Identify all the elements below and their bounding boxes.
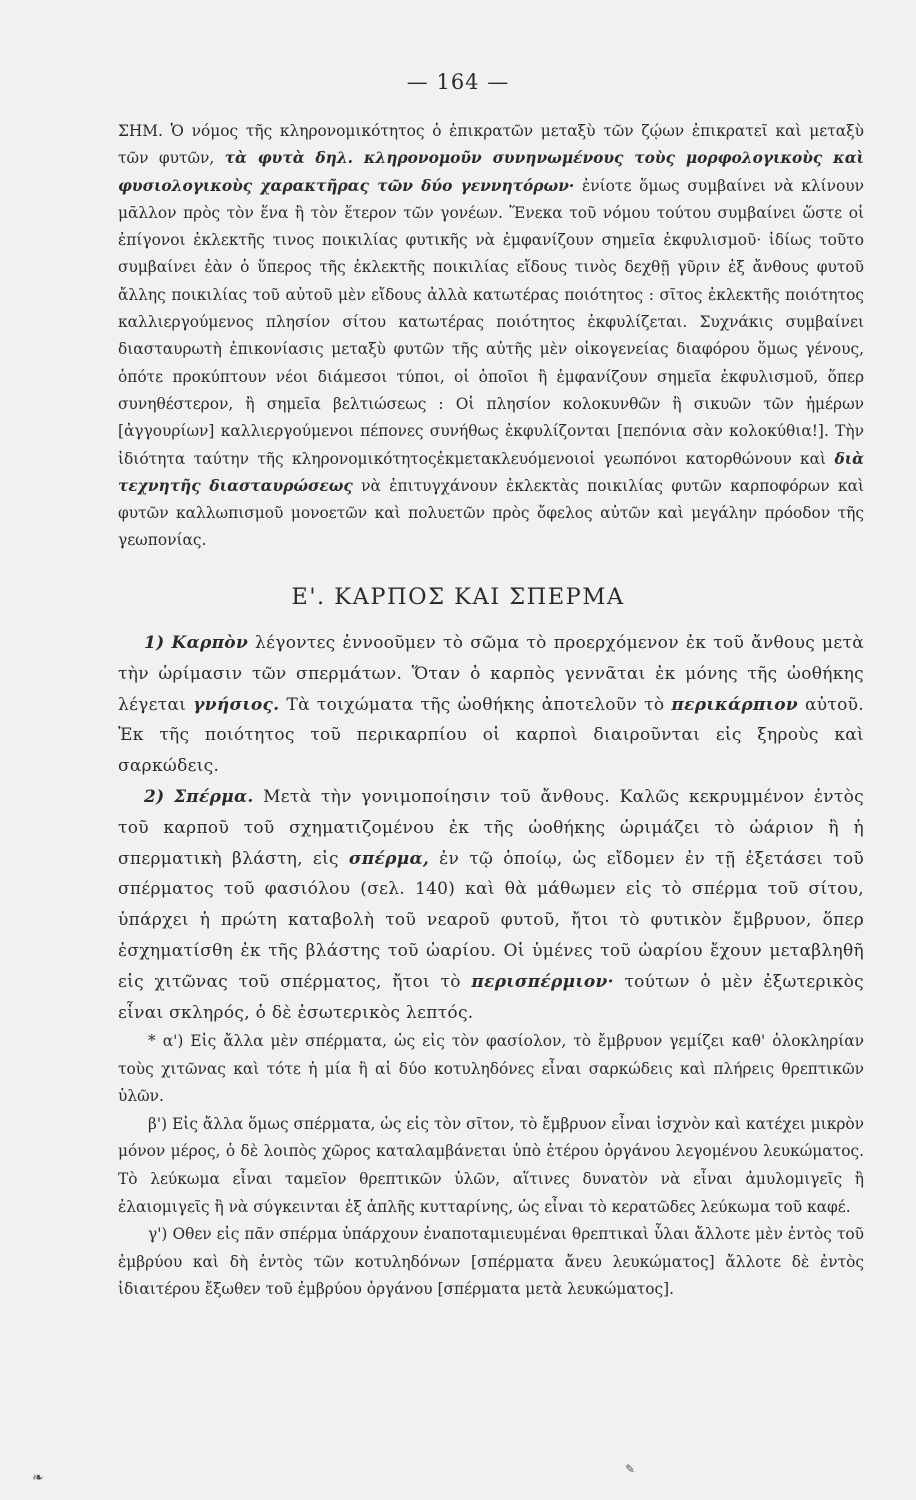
note-text-1: Ὁ νόμος τῆς κληρονομικότητος ὁ ἐπικρατῶν μεταξὺ τῶν ζῴων ἐπικρατεῖ καὶ μεταξὺ τῶν φυτῶν, [118, 122, 864, 168]
footnote-c: γ') Οθεν εἰς πᾶν σπέρμα ὑπάρχουν ἐναποταμιευμέναι θρεπτικαὶ ὗλαι ἄλλοτε μὲν ἐντὸς τοῦ ἐμβρύου καὶ δὴ ἐντὸς τῶν κοτυληδόνων [σπέρματα ἄνευ λευκώματος] ἄλλοτε δὲ ἐντὸς ἰδιαιτέρου ἔξωθεν τοῦ ἐμβρύου ὀργάνου [σπέρματα μετὰ λευκώματος]. [118, 1225, 864, 1299]
p2-term-2: σπέρμα, [348, 848, 430, 869]
footnote-a: * α') Εἰς ἄλλα μὲν σπέρματα, ὡς εἰς τὸν φασίολον, τὸ ἔμβρυον γεμίζει καθ' ὁλοκληρίαν τοὺς χιτῶνας καὶ τότε ἡ μία ἢ αἱ δύο κοτυληδόνες εἶναι σαρκώδεις καὶ πλήρεις θρεπτικῶν ὑλῶν. [118, 1032, 864, 1106]
pen-mark-icon: ✎ [625, 1462, 636, 1476]
note-label: ΣΗΜ. [118, 122, 163, 140]
ink-smudge-icon: ❧ [32, 1470, 44, 1486]
footnotes [118, 1028, 864, 1304]
paragraph-seed [118, 782, 864, 1028]
paragraph-fruit [118, 628, 864, 782]
note-text-3: νὰ ἐπιτυγχάνουν ἐκλεκτὰς ποικιλίας φυτῶν καρποφόρων καὶ φυτῶν καλλωπισμοῦ μονοετῶν καὶ πολυετῶν πρὸς ὄφελος αὐτῶν καὶ μεγάλην πρόοδον τῆς γεωπονίας. [118, 476, 864, 550]
main-text [118, 628, 864, 1028]
p1-text-2: Τὰ τοιχώματα τῆς ὠοθήκης ἀποτελοῦν τὸ [279, 694, 672, 715]
p1-term-3: περικάρπιον [671, 694, 798, 715]
note-paragraph [118, 118, 864, 555]
p2-number: 2) [144, 786, 165, 807]
section-title: Ε'. ΚΑΡΠΟΣ ΚΑΙ ΣΠΕΡΜΑ [291, 584, 625, 610]
p1-number: 1) [144, 633, 165, 653]
p2-text-3: τούτων ὁ μὲν ἐξωτερικὸς εἶναι σκληρός, ὁ δὲ ἐσωτερικὸς λεπτός. [118, 971, 864, 1023]
p1-term: Καρπὸν [171, 633, 249, 653]
page-number: — 164 — [406, 70, 510, 94]
p2-term-3: περισπέρμιον· [471, 971, 614, 992]
note-emphasis-2: διὰ τεχνητῆς διασταυρώσεως [118, 449, 864, 495]
footnote-b: β') Εἰς ἄλλα ὅμως σπέρματα, ὡς εἰς τὸν σῖτον, τὸ ἔμβρυον εἶναι ἰσχνὸν καὶ κατέχει μικρὸν μόνον μέρος, ὁ δὲ λοιπὸς χῶρος καταλαμβάνεται ὑπὸ ἑτέρου ὀργάνου λεγομένου λευκώματος. Τὸ λεύκωμα εἶναι ταμεῖον θρεπτικῶν ὑλῶν, αἵτινες δυνατὸν νὰ εἶναι ἀμυλομιγεῖς ἢ ἐλαιομιγεῖς ἢ νὰ σύγκεινται ἐξ ἁπλῆς κυτταρίνης, ὡς εἶναι τὸ κερατῶδες λεύκωμα τοῦ καφέ. [118, 1114, 864, 1216]
p1-term-2: γνήσιος. [193, 694, 280, 715]
p2-text-1: Μετὰ τὴν γονιμοποίησιν τοῦ ἄνθους. Καλῶς κεκρυμμένον ἐντὸς τοῦ καρποῦ τοῦ σχηματιζομένου ἐκ τῆς ὠοθήκης ὡριμάζει τὸ ὠάριον ἢ ἡ σπερματικὴ βλάστη, εἰς [118, 786, 864, 869]
p1-text-1: λέγοντες ἐννοοῦμεν τὸ σῶμα τὸ προερχόμενον ἐκ τοῦ ἄνθους μετὰ τὴν ὡρίμασιν τῶν σπερμάτων. Ὅταν ὁ καρπὸς γεννᾶται ἐκ μόνης τῆς ὠοθήκης λέγεται [118, 633, 864, 715]
p2-text-2: ἐν τῷ ὁποίῳ, ὡς εἴδομεν ἐν τῇ ἐξετάσει τοῦ σπέρματος τοῦ φασιόλου (σελ. 140) καὶ θὰ μάθωμεν εἰς τὸ σπέρμα τοῦ σίτου, ὑπάρχει ἡ πρώτη καταβολὴ τοῦ νεαροῦ φυτοῦ, ἤτοι τὸ φυτικὸν ἔμβρυον, ὅπερ ἐσχηματίσθη ἐκ τῆς βλάστης τοῦ ὠαρίου. Οἱ ὑμένες τοῦ ὠαρίου ἔχουν μεταβληθῆ εἰς χιτῶνας τοῦ σπέρματος, ἤτοι τὸ [118, 848, 865, 992]
note-text-2: ἐνίοτε ὅμως συμβαίνει νὰ κλίνουν μᾶλλον πρὸς τὸν ἕνα ἢ τὸν ἕτερον τῶν γονέων. Ἕνεκα τοῦ νόμου τούτου συμβαίνει ὥστε οἱ ἐπίγονοι ἐκλεκτῆς τινος ποικιλίας φυτικῆς νὰ ἐμφανίζουν σημεῖα ἐκφυλισμοῦ· ἰδίως τοῦτο συμβαίνει ἐὰν ὁ ὕπερος τῆς ἐκλεκτῆς ποικιλίας εἴδους τινὸς δεχθῇ γῦριν ἐξ ἄνθους φυτοῦ ἄλλης ποικιλίας τοῦ αὐτοῦ μὲν εἴδους ἀλλὰ κατωτέρας ποιότητος : σῖτος ἐκλεκτῆς ποιότητος καλλιεργούμενος πλησίον σίτου κατωτέρας ποιότητος ἐκφυλίζεται. Συχνάκις συμβαίνει διασταυρωτὴ ἐπικονίασις μεταξὺ φυτῶν τῆς αὐτῆς μὲν οἰκογενείας διαφόρου ὅμως γένους, ὁπότε προκύπτουν νέοι διάμεσοι τύποι, οἱ ὁποῖοι ἢ ἐμφανίζουν σημεῖα ἐκφυλισμοῦ, ὅπερ συνηθέστερον, ἢ σημεῖα βελτιώσεως : Οἱ πλησίον κολοκυνθῶν ἢ σικυῶν τῶν ἡμέρων [ἀγγουρίων] καλλιεργούμενοι πέπονες συνήθως ἐκφυλίζονται [πεπόνια σὰν κολοκύθια!]. Τὴν ἰδιότητα ταύτην τῆς κληρονομικότητοςἐκμετακλευόμενοιοἱ γεωπόνοι κατορθώνουν καὶ [118, 176, 864, 468]
p2-term: Σπέρμα. [173, 786, 254, 807]
p1-text-3: αὐτοῦ. Ἐκ τῆς ποιότητος τοῦ περικαρπίου οἱ καρποὶ διαιροῦνται εἰς ξηροὺς καὶ σαρκώδεις. [118, 694, 864, 777]
note-emphasis-1: τὰ φυτὰ δηλ. κληρονομοῦν συνηνωμένους τοὺς μορφολογικοὺς καὶ φυσιολογικοὺς χαρακτῆρας τῶν δύο γεννητόρων· [118, 149, 864, 195]
